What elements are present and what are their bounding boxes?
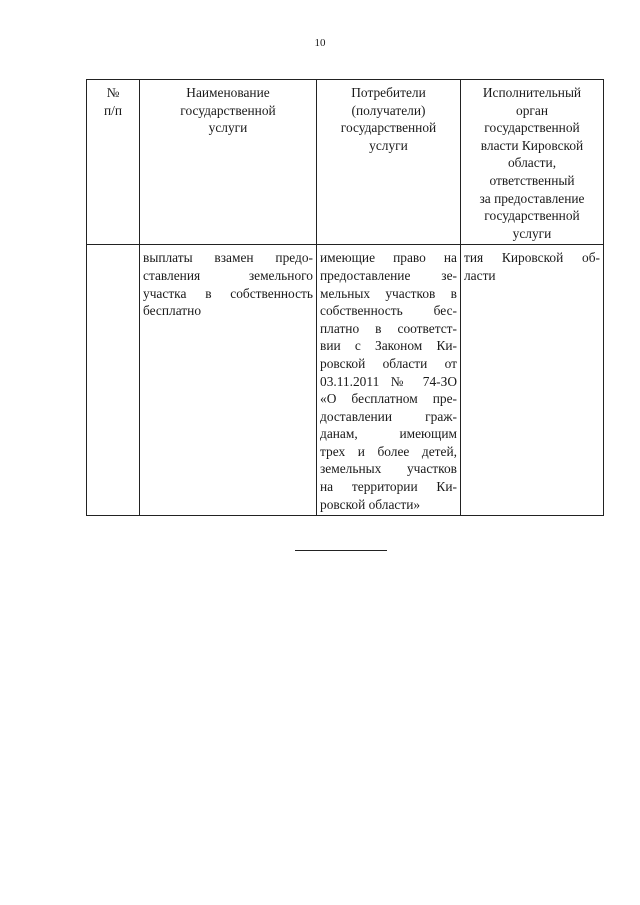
- cell-line: ровской области от: [320, 355, 457, 371]
- header-consumers: [317, 80, 461, 245]
- page-number: 10: [314, 37, 326, 49]
- cell-line: собственность бес-: [320, 303, 457, 319]
- cell-service-name: [140, 245, 317, 516]
- header-line: услуги: [208, 120, 248, 136]
- table-row: [87, 245, 604, 516]
- header-line: государственной: [340, 120, 437, 136]
- header-number: [87, 80, 140, 245]
- closing-rule: [295, 550, 387, 551]
- header-line: Исполнительный: [482, 85, 582, 100]
- cell-line: земельных участков: [320, 461, 457, 477]
- cell-line: имеющие право на: [320, 250, 457, 266]
- header-line: за предоставление: [479, 190, 585, 206]
- cell-line: данам, имеющим: [320, 426, 457, 442]
- cell-line: трех и более детей,: [320, 443, 457, 459]
- cell-line: вии с Законом Ки-: [320, 338, 457, 354]
- cell-line: 03.11.2011 № 74-ЗО: [320, 373, 457, 389]
- cell-authority: [461, 245, 604, 516]
- cell-line: тия Кировской об-: [464, 250, 600, 266]
- header-line: государственной: [484, 120, 580, 136]
- header-line: государственной: [180, 102, 276, 118]
- cell-consumers: [317, 245, 461, 516]
- cell-line: на территории Ки-: [320, 479, 457, 495]
- cell-line: ласти: [464, 267, 496, 283]
- cell-line: выплаты взамен предо-: [143, 250, 313, 266]
- header-line: государственной: [484, 208, 580, 224]
- header-line: (получатели): [351, 102, 426, 118]
- cell-line: платно в соответст-: [320, 320, 457, 336]
- cell-line: участка в собственность: [143, 285, 313, 301]
- cell-line: мельных участков в: [320, 285, 457, 301]
- header-line: области,: [507, 155, 557, 171]
- cell-line: ставления земельного: [143, 267, 313, 283]
- header-line: орган: [516, 102, 548, 118]
- table-header-row: [87, 80, 604, 245]
- header-line: п/п: [103, 102, 123, 118]
- header-service-name: [140, 80, 317, 245]
- cell-number: [87, 245, 140, 516]
- header-line: услуги: [512, 225, 552, 241]
- header-line: услуги: [369, 137, 408, 153]
- header-authority: [461, 80, 604, 245]
- header-line: Наименование: [186, 85, 270, 100]
- cell-line: ровской области»: [320, 496, 421, 512]
- cell-line: доставлении граж-: [320, 408, 457, 424]
- cell-line: предоставление зе-: [320, 267, 457, 283]
- cell-line: «О бесплатном пре-: [320, 391, 457, 407]
- header-line: Потребители: [351, 85, 426, 100]
- services-table: [86, 79, 604, 516]
- cell-line: бесплатно: [143, 303, 202, 319]
- header-line: №: [106, 85, 120, 100]
- header-line: власти Кировской: [480, 137, 584, 153]
- header-line: ответственный: [489, 172, 575, 188]
